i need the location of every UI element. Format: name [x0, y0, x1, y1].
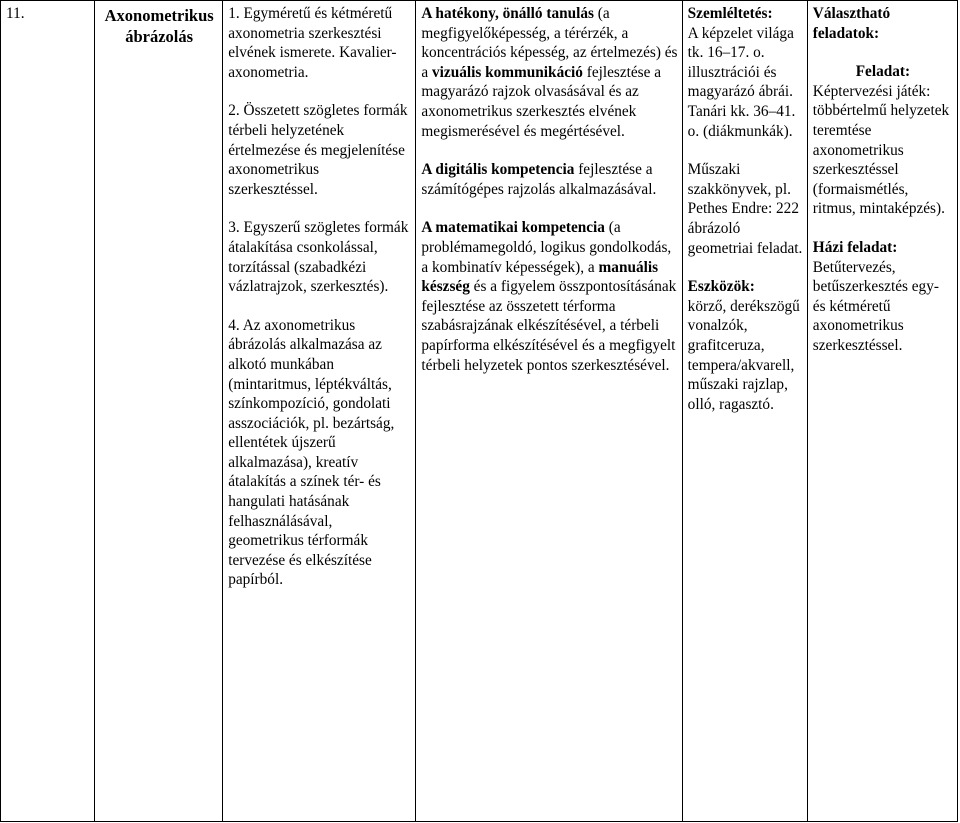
row-number-cell [1, 1, 95, 822]
competence-paragraph-3: A matematikai kompetencia (a problémamegoldó, logikus gondolkodás, a kombinatív képességek), a manuális készség és a figyelem összpontosításának fejlesztése az összetett térforma szabásrajzának elkészítésével, a térbeli papírforma elkészítésével és a megfigyelt térbeli helyzetek pontos szerkesztésével. [421, 219, 677, 374]
topic-cell [95, 1, 223, 822]
content-item-4: 4. Az axonometrikus ábrázolás alkalmazása az alkotó munkában (mintaritmus, léptékváltás, színkompozíció, gondolati asszociációk, pl. bezártság, ellentétek újszerű alkalmazása), kreatív átalakítás a színek tér- és hangulati hatásának felhasználásával, geometrikus térformák tervezése és elkészítése papírból. [228, 316, 395, 589]
table-row [1, 1, 958, 822]
content-item-1: 1. Egyméretű és kétméretű axonometria szerkesztési elvének ismerete. Kavalier-axonometria. [228, 5, 397, 81]
topic-title: Axonometrikus ábrázolás [104, 6, 214, 46]
row-number: 11. [6, 5, 25, 22]
tasks-label-optional: Választható feladatok: [812, 5, 891, 42]
content-item-2: 2. Összetett szögletes formák térbeli helyzetének értelmezése és megjelenítése axonometrikus szerkesztéssel. [228, 102, 408, 198]
competence-paragraph-1: A hatékony, önálló tanulás (a megfigyelőképesség, a térérzék, a koncentrációs képesség, az értelmezés) és a vizuális kommunikáció fejlesztése a magyarázó rajzok olvasásával és az axonometrikus szerkesztés elvének megismerésével és megértésével. [421, 5, 678, 140]
resources-illustration-text: A képzelet világa tk. 16–17. o. illusztrációi és magyarázó ábrái. Tanári kk. 36–41. o. (diákmunkák). [687, 24, 796, 140]
tasks-label-task: Feladat: [855, 63, 911, 81]
tasks-label-homework: Házi feladat: [812, 238, 898, 256]
competence-paragraph-2: A digitális kompetencia fejlesztése a számítógépes rajzolás alkalmazásával. [421, 161, 657, 198]
tasks-task-text: Képtervezési játék: többértelmű helyzetek teremtése axonometrikus szerkesztéssel (formaismétlés, ritmus, mintaképzés). [812, 82, 950, 218]
content-item-3: 3. Egyszerű szögletes formák átalakítása csonkolással, torzítással (szabadkézi vázlatrajzok, szerkesztés). [228, 219, 409, 296]
resources-cell [682, 1, 807, 822]
tasks-cell [807, 1, 957, 822]
competences-cell [416, 1, 682, 822]
tasks-homework-text: Betűtervezés, betűszerkesztés egy- és kétméretű axonometrikus szerkesztéssel. [812, 258, 939, 354]
resources-tools-text: körző, derékszögű vonalzók, grafitceruza, tempera/akvarell, műszaki rajzlap, olló, ragasztó. [687, 297, 800, 413]
content-cell [223, 1, 416, 822]
resources-label-illustration: Szemléltetés: [687, 5, 773, 22]
resources-label-tools: Eszközök: [687, 278, 755, 296]
resources-books-text: Műszaki szakkönyvek, pl. Pethes Endre: 222 ábrázoló geometriai feladat. [687, 161, 803, 257]
